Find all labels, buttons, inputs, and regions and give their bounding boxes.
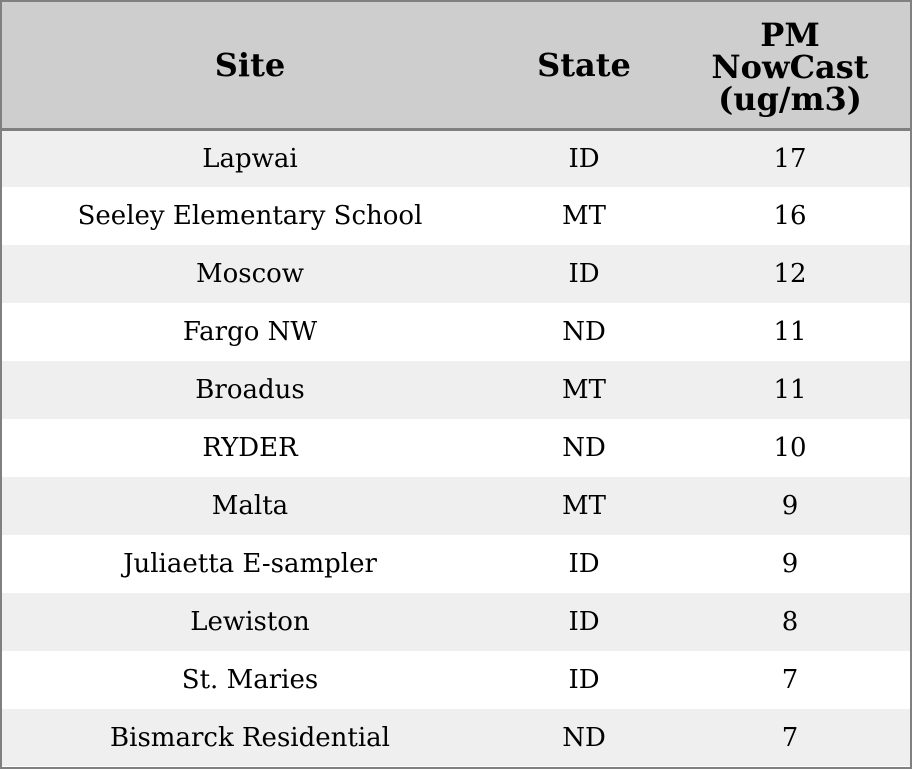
header-site-line: Site [214,45,286,84]
cell-pm: 8 [781,607,799,637]
cell-site: Seeley Elementary School [77,201,423,231]
header-state [498,2,670,129]
cell-state: ND [562,317,606,347]
cell-site: St. Maries [181,665,319,695]
cell-state: ID [568,607,600,637]
header-site [2,2,498,129]
cell-state: ID [568,665,600,695]
cell-pm: 11 [773,375,807,405]
header-pm-nowcast [670,2,910,129]
cell-pm: 17 [773,143,807,174]
cell-pm: 12 [773,259,807,289]
cell-state: ID [568,549,600,579]
header-pm-line-1: PM [760,15,820,54]
cell-pm: 11 [773,317,807,347]
cell-state: ND [562,433,606,463]
table-row [2,535,910,593]
header-pm-line-2: NowCast [711,47,869,86]
header-row [2,2,910,129]
table-row [2,709,910,766]
cell-state: ID [568,259,600,289]
cell-site: RYDER [202,433,298,463]
cell-site: Lewiston [190,607,310,637]
cell-site: Bismarck Residential [110,722,390,753]
cell-state: ND [562,722,606,753]
header-pm-line-3: (ug/m3) [718,79,862,118]
cell-state: MT [562,491,606,521]
cell-state: ID [568,143,600,174]
cell-pm: 7 [781,722,799,753]
pm-nowcast-table [2,2,910,766]
cell-state: MT [562,201,606,231]
header-state-line: State [537,45,631,84]
table-row [2,593,910,651]
cell-site: Fargo NW [182,317,318,347]
cell-pm: 16 [773,201,807,231]
table-row [2,303,910,361]
table-row [2,477,910,535]
table-row [2,129,910,187]
cell-state: MT [562,375,606,405]
table-row [2,361,910,419]
table-header [2,2,910,129]
table-row [2,419,910,477]
cell-site: Moscow [195,259,305,289]
cell-site: Juliaetta E-sampler [123,549,377,579]
table-row [2,245,910,303]
cell-pm: 10 [773,433,807,463]
table-row [2,651,910,709]
cell-site: Lapwai [202,143,298,174]
table-row [2,187,910,245]
cell-pm: 9 [781,491,799,521]
cell-site: Broadus [195,375,305,405]
cell-pm: 7 [781,665,799,695]
cell-site: Malta [211,491,289,521]
table-body [2,129,910,766]
cell-pm: 9 [781,549,799,579]
